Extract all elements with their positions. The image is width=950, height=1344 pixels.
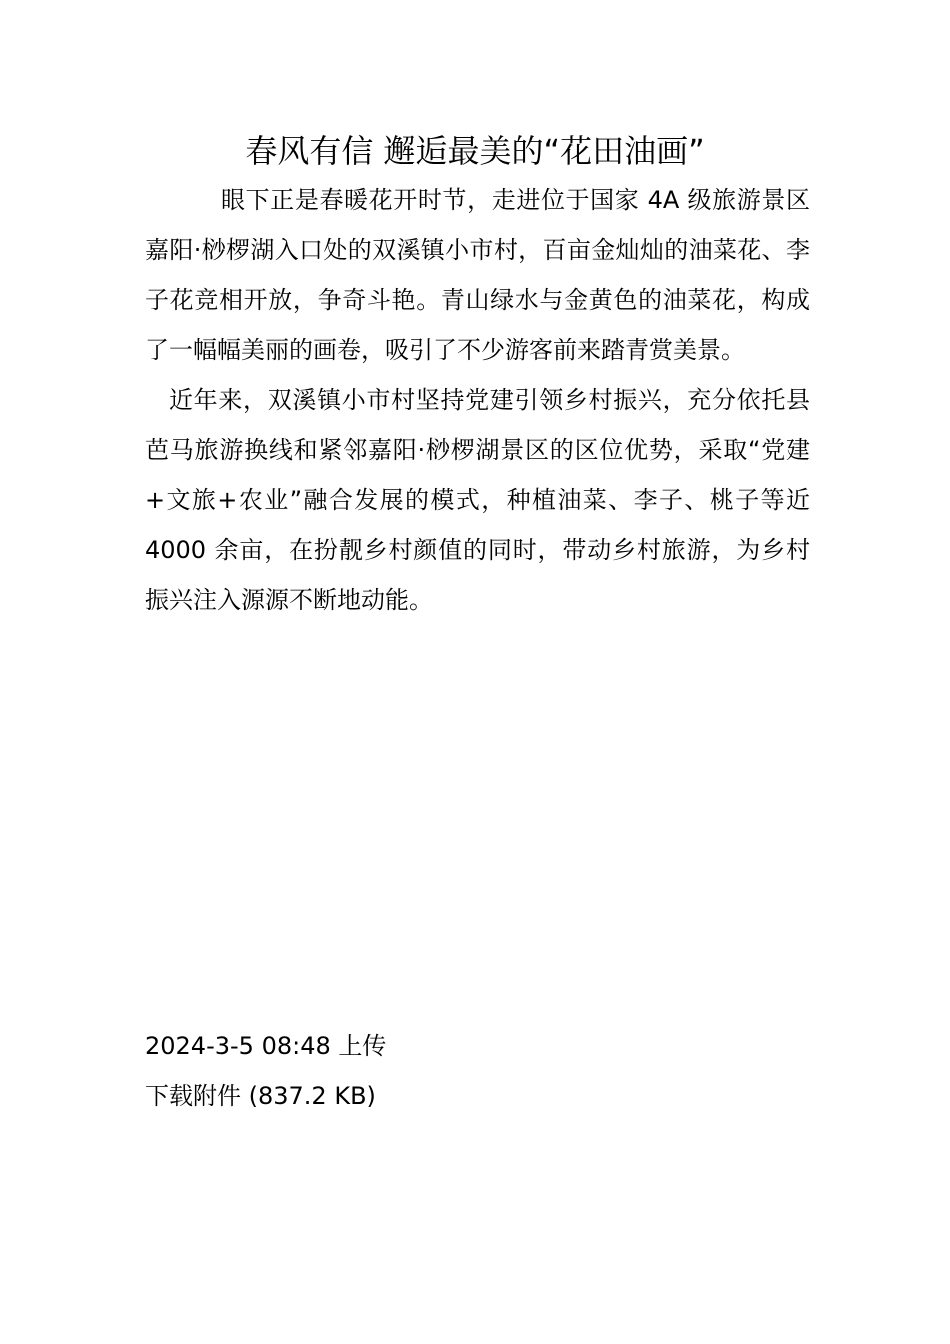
attachment-info — [145, 1021, 645, 1121]
upload-timestamp: 2024-3-5 08:48 上传 — [145, 1032, 387, 1060]
article-title: 春风有信 邂逅最美的“花田油画” — [245, 132, 705, 170]
download-attachment-link[interactable]: 下载附件 (837.2 KB) — [145, 1082, 376, 1110]
article-paragraph: 眼下正是春暖花开时节，走进位于国家 4A 级旅游景区嘉阳·桫椤湖入口处的双溪镇小市村，百亩金灿灿的油菜花、李子花竞相开放，争奇斗艳。青山绿水与金黄色的油菜花，构成了一幅幅美丽的画卷，吸引了不少游客前来踏青赏美景。 — [145, 186, 810, 364]
article-paragraph: 近年来，双溪镇小市村坚持党建引领乡村振兴，充分依托县芭马旅游换线和紧邻嘉阳·桫椤湖景区的区位优势，采取“党建+文旅+农业”融合发展的模式，种植油菜、李子、桃子等近 4000 余亩，在扮靓乡村颜值的同时，带动乡村旅游，为乡村振兴注入源源不断地动能。 — [145, 386, 810, 614]
article-body — [145, 175, 810, 625]
